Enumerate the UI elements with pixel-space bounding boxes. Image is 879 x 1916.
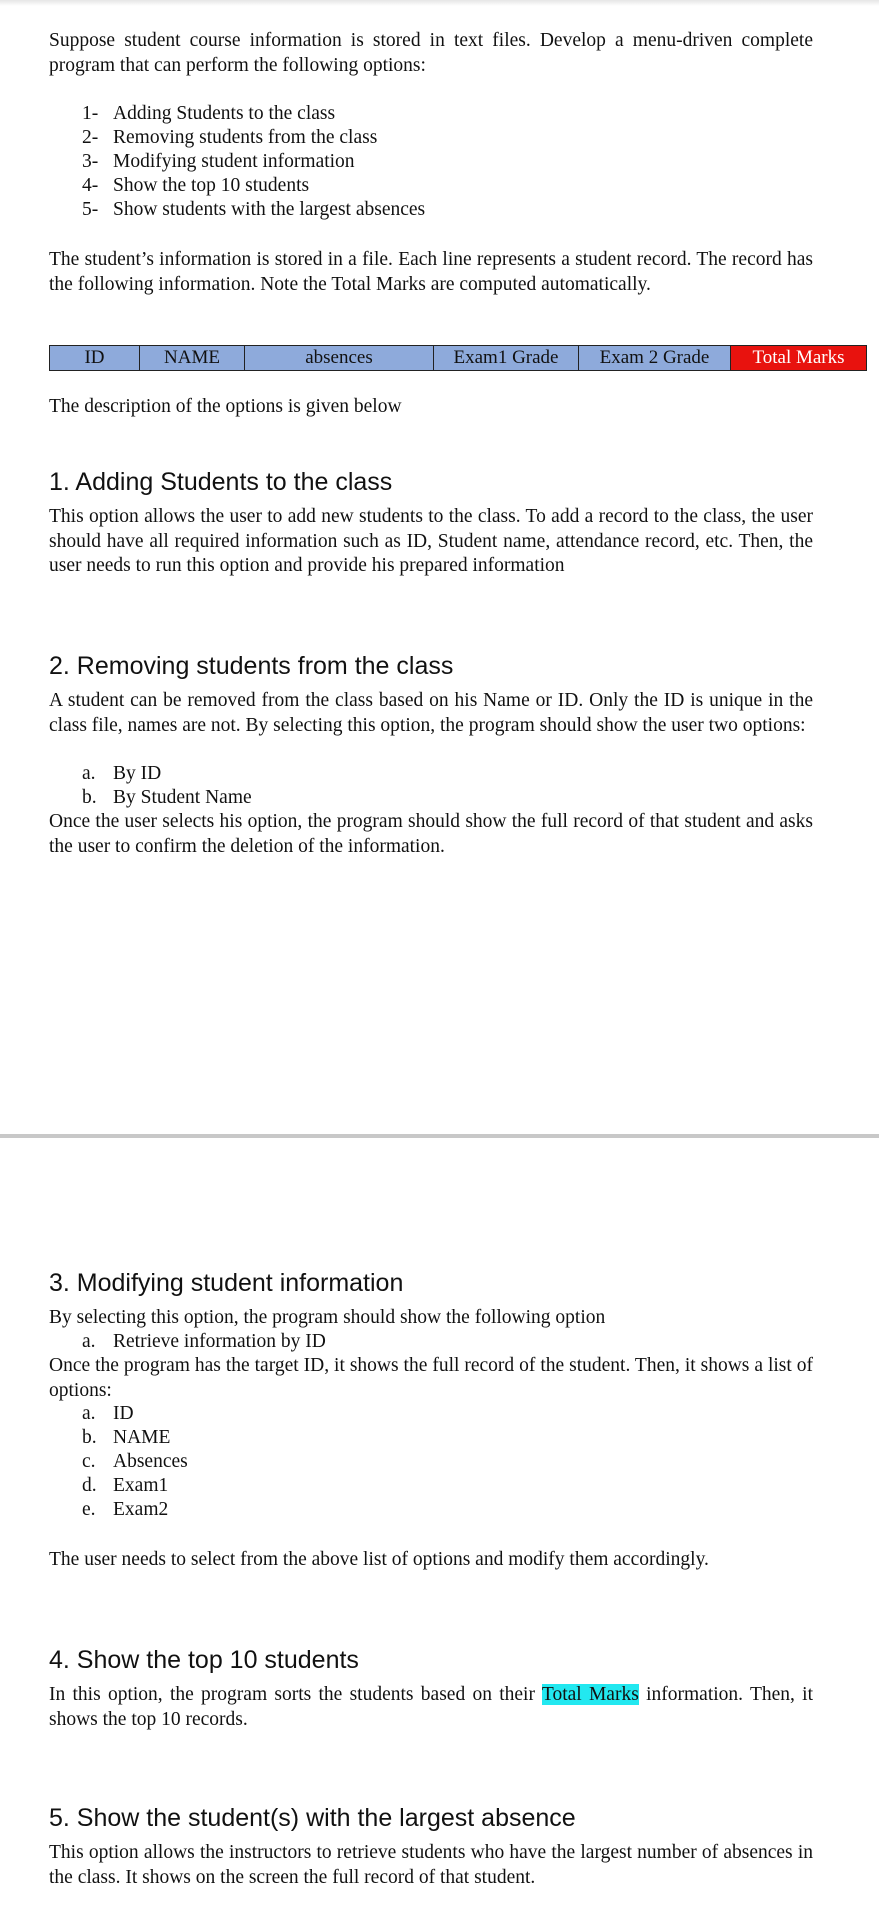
field-exam2-grade: Exam 2 Grade	[579, 346, 731, 370]
document-page-2	[0, 1138, 879, 1916]
field-exam1-grade: Exam1 Grade	[434, 346, 579, 370]
list-number: 4-	[82, 175, 99, 196]
list-number: a.	[82, 1403, 96, 1424]
list-number: e.	[82, 1499, 96, 1520]
field-name: NAME	[140, 346, 245, 370]
page-top-shadow	[0, 0, 879, 6]
list-label: NAME	[113, 1427, 171, 1448]
list-label: Show students with the largest absences	[113, 199, 426, 220]
list-label: Absences	[113, 1451, 188, 1472]
list-number: 2-	[82, 127, 99, 148]
section-body-adding: This option allows the user to add new students to the class. To add a record to the class, the user should have all required information such as ID, Student name, attendance record, etc. Then, the user needs to run this option and provide his prepared information	[49, 506, 813, 576]
list-label: Adding Students to the class	[113, 103, 336, 124]
list-label: Removing students from the class	[113, 127, 378, 148]
section-body-removing: A student can be removed from the class based on his Name or ID. Only the ID is unique in the class file, names are not. By selecting this option, the program should show the user two options:	[49, 690, 813, 736]
field-total-marks: Total Marks	[731, 346, 866, 370]
list-number: b.	[82, 1427, 97, 1448]
list-label: Show the top 10 students	[113, 175, 310, 196]
section-heading-modifying: 3. Modifying student information	[49, 1269, 404, 1297]
record-format-table	[49, 345, 867, 371]
list-label: Retrieve information by ID	[113, 1331, 326, 1352]
highlighted-text: Total Marks	[541, 1684, 639, 1705]
section-heading-removing: 2. Removing students from the class	[49, 652, 454, 680]
list-number: d.	[82, 1475, 97, 1496]
description-intro: The description of the options is given below	[49, 396, 402, 417]
section-heading-top10: 4. Show the top 10 students	[49, 1646, 359, 1674]
list-label: ID	[113, 1403, 134, 1424]
list-label: By ID	[113, 763, 162, 784]
section-body-modifying: By selecting this option, the program should show the following option	[49, 1307, 606, 1328]
list-number: a.	[82, 763, 96, 784]
list-number: a.	[82, 1331, 96, 1352]
field-absences: absences	[245, 346, 434, 370]
list-number: b.	[82, 787, 97, 808]
record-paragraph: The student’s information is stored in a file. Each line represents a student record. The record has the following information. Note the Total Marks are computed automatically.	[49, 249, 813, 295]
list-number: 5-	[82, 199, 99, 220]
list-label: Exam1	[113, 1475, 169, 1496]
list-number: 1-	[82, 103, 99, 124]
field-id: ID	[50, 346, 140, 370]
section-body-top10	[49, 1683, 813, 1732]
section-after-removing: Once the user selects his option, the program should show the full record of that student and asks the user to confirm the deletion of the information.	[49, 811, 813, 857]
section-after-modifying: Once the program has the target ID, it shows the full record of the student. Then, it shows a list of options:	[49, 1355, 813, 1401]
section-body-absence: This option allows the instructors to retrieve students who have the largest number of absences in the class. It shows on the screen the full record of that student.	[49, 1842, 813, 1888]
section-closing-modifying: The user needs to select from the above list of options and modify them accordingly.	[49, 1549, 709, 1570]
list-number: 3-	[82, 151, 99, 172]
list-label: By Student Name	[113, 787, 252, 808]
list-label: Exam2	[113, 1499, 169, 1520]
body-text: In this option, the program sorts the students based on their	[49, 1684, 542, 1705]
section-heading-absence: 5. Show the student(s) with the largest absence	[49, 1804, 576, 1832]
list-number: c.	[82, 1451, 96, 1472]
list-label: Modifying student information	[113, 151, 355, 172]
section-heading-adding: 1. Adding Students to the class	[49, 468, 393, 496]
intro-paragraph: Suppose student course information is stored in text files. Develop a menu-driven complete program that can perform the following options:	[49, 30, 813, 76]
body-text: information. Then, it shows the top 10 records.	[49, 1684, 814, 1730]
